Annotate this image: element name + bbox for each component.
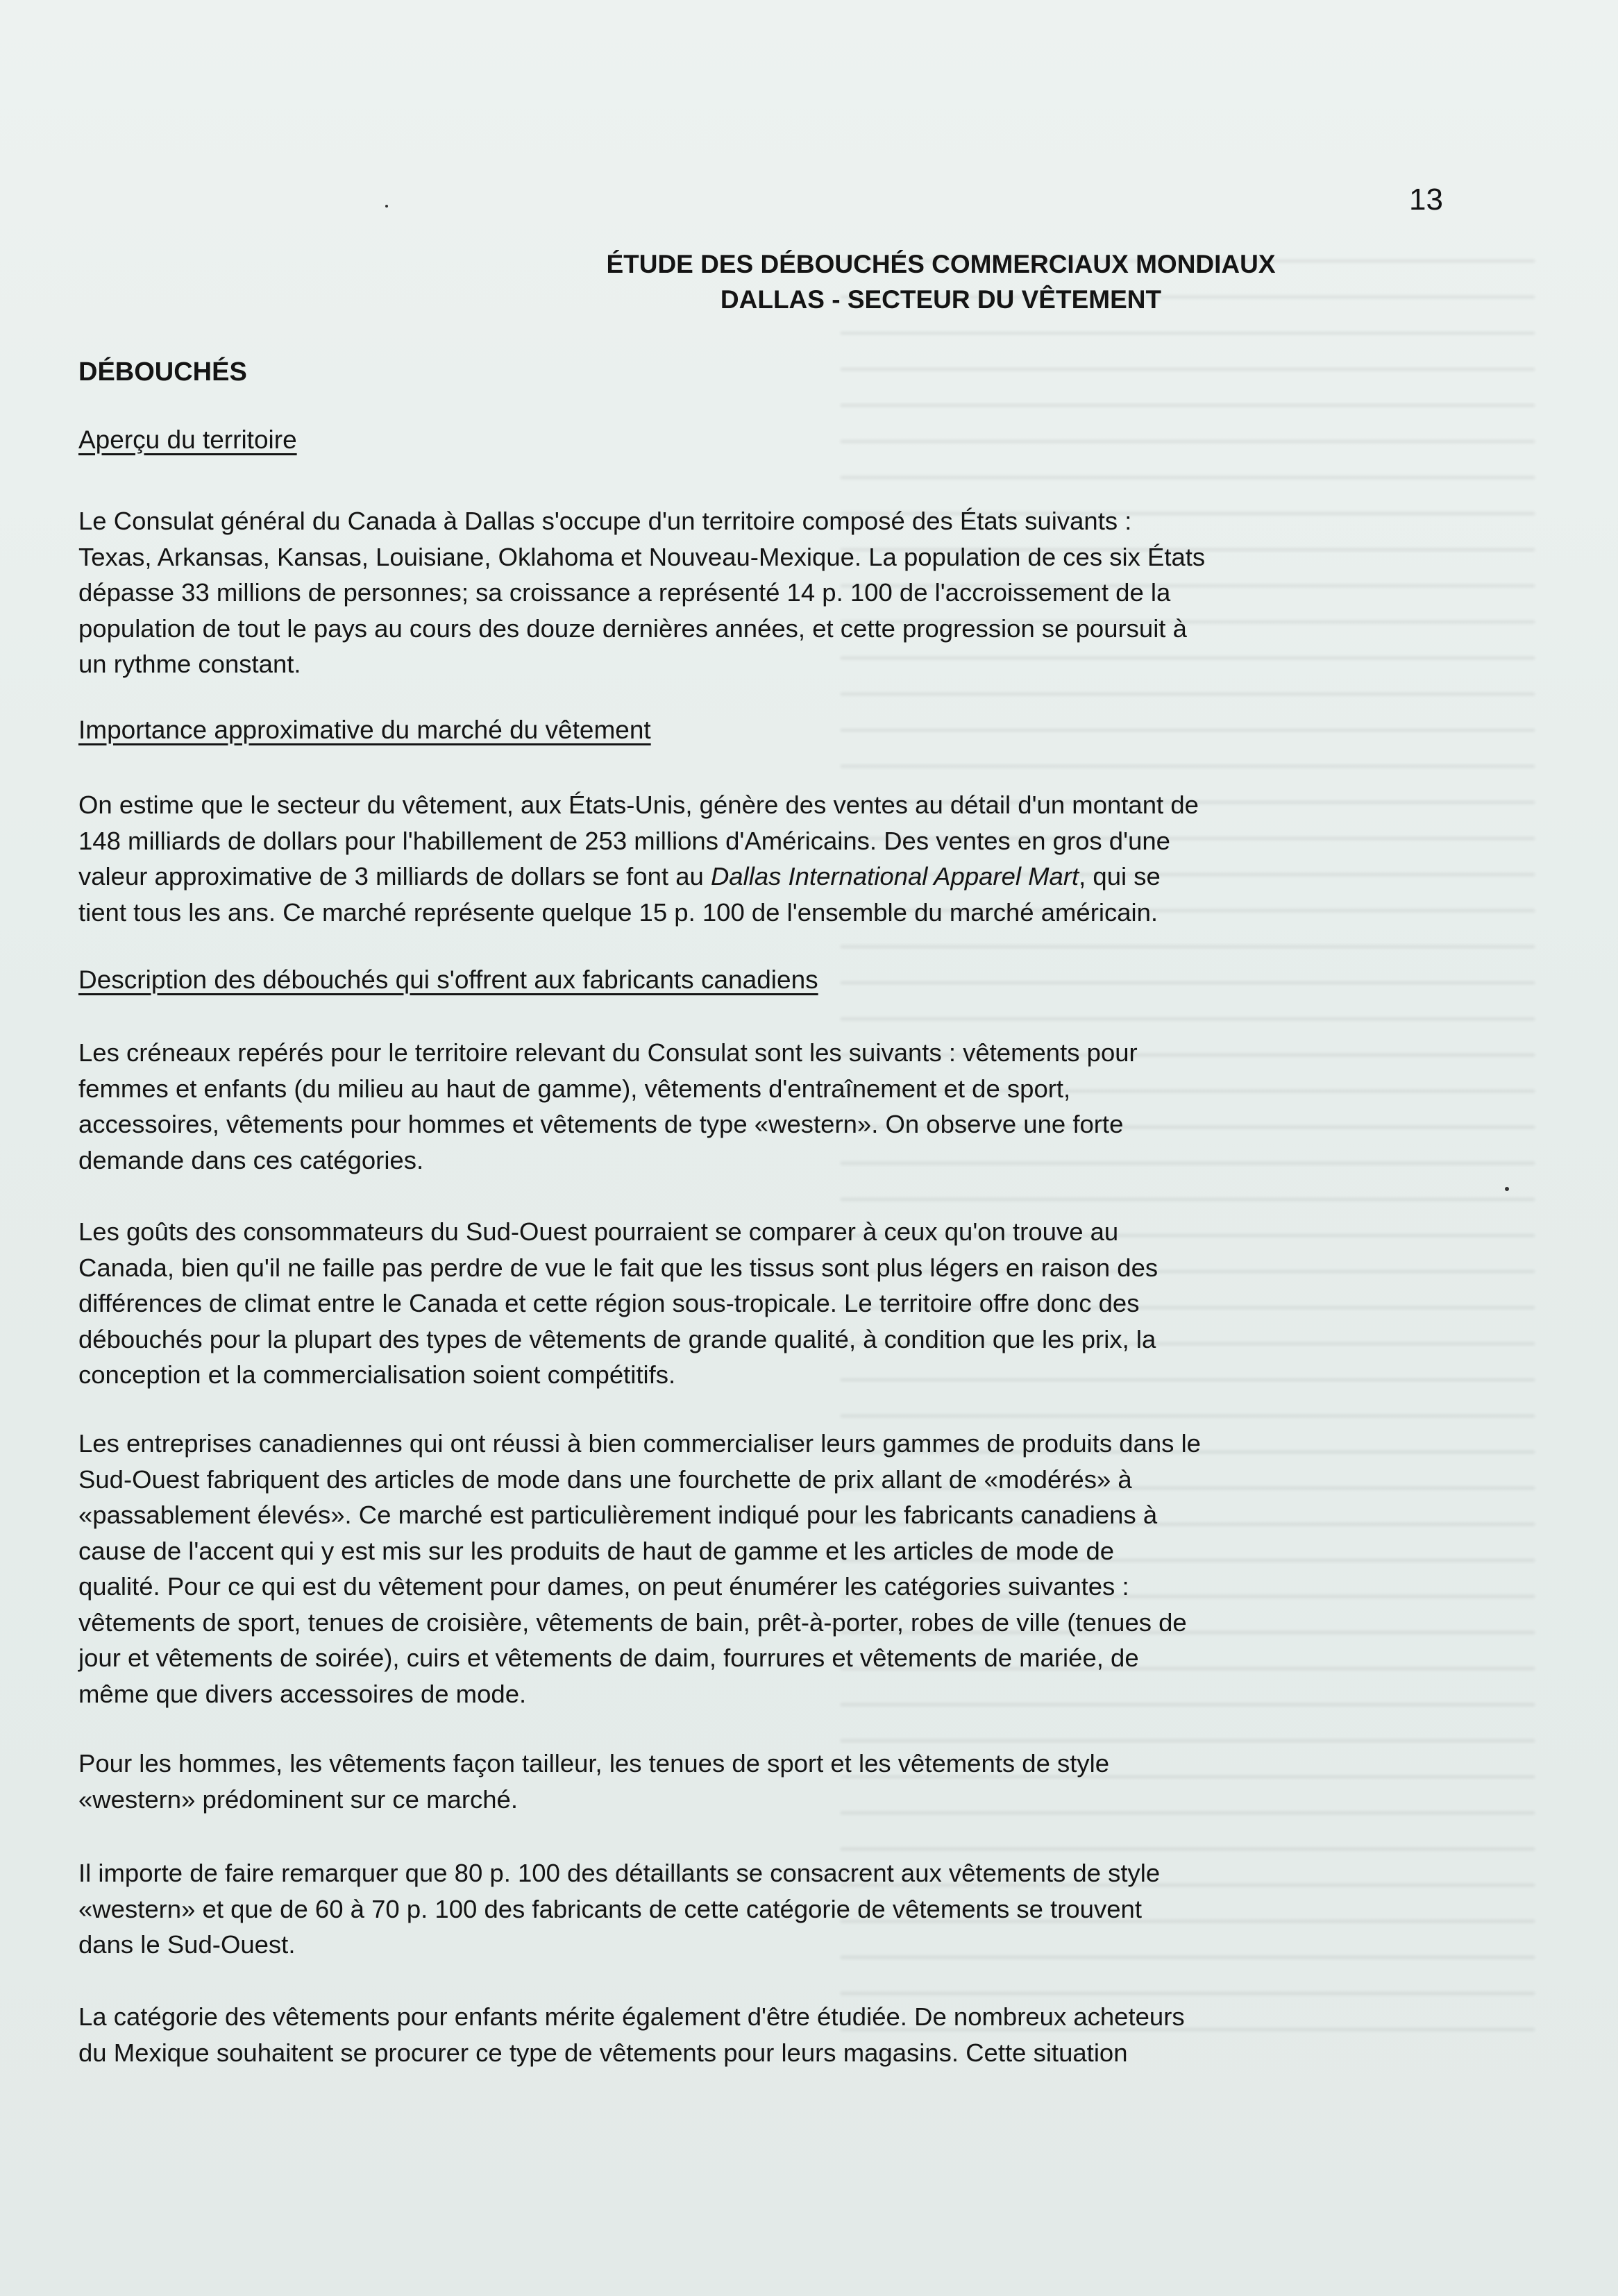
text-line: femmes et enfants (du milieu au haut de gamme), vêtements d'entraînement et de sport, [78, 1074, 1071, 1103]
paper-speck [1505, 1187, 1509, 1191]
text-line: dépasse 33 millions de personnes; sa croissance a représenté 14 p. 100 de l'accroissement de la [78, 578, 1171, 607]
text-line: Pour les hommes, les vêtements façon tailleur, les tenues de sport et les vêtements de style [78, 1749, 1110, 1778]
text-line: Les goûts des consommateurs du Sud-Ouest pourraient se comparer à ceux qu'on trouve au [78, 1217, 1119, 1246]
page-number: 13 [1409, 183, 1443, 217]
paragraph-opportunities-1 [78, 1035, 1453, 1178]
text-line: jour et vêtements de soirée), cuirs et vêtements de daim, fourrures et vêtements de mariée, de [78, 1644, 1139, 1672]
paragraph-territory [78, 503, 1453, 682]
paragraph-opportunities-4 [78, 1746, 1453, 1817]
text-line: Sud-Ouest fabriquent des articles de mode dans une fourchette de prix allant de «modérés» à [78, 1464, 1132, 1494]
text-line: accessoires, vêtements pour hommes et vêtements de type «western». On observe une forte [78, 1110, 1124, 1138]
text-line: La catégorie des vêtements pour enfants mérite également d'être étudiée. De nombreux acheteurs [78, 2002, 1185, 2031]
text-line: conception et la commercialisation soient compétitifs. [78, 1360, 676, 1389]
paper-speck [385, 205, 388, 208]
text-run: valeur approximative de 3 milliards de dollars se font au [78, 862, 711, 890]
text-line: Texas, Arkansas, Kansas, Louisiane, Oklahoma et Nouveau-Mexique. La population de ces six États [78, 542, 1206, 571]
text-line: Les entreprises canadiennes qui ont réussi à bien commercialiser leurs gammes de produits dans le [78, 1429, 1201, 1458]
text-line: différences de climat entre le Canada et cette région sous-tropicale. Le territoire offre donc des [78, 1289, 1140, 1317]
text-line: même que divers accessoires de mode. [78, 1679, 527, 1708]
subhead-opportunities: Description des débouchés qui s'offrent aux fabricants canadiens [78, 965, 818, 994]
paragraph-opportunities-2 [78, 1214, 1453, 1393]
heading-line-1: ÉTUDE DES DÉBOUCHÉS COMMERCIAUX MONDIAUX [606, 250, 1276, 278]
section-title: DÉBOUCHÉS [78, 357, 247, 387]
text-line [78, 859, 1453, 895]
text-run: , qui se [1079, 862, 1161, 890]
text-line: demande dans ces catégories. [78, 1145, 424, 1174]
text-line: vêtements de sport, tenues de croisière, vêtements de bain, prêt-à-porter, robes de ville (tenues de [78, 1607, 1187, 1637]
text-line: qualité. Pour ce qui est du vêtement pour dames, on peut énumérer les catégories suivantes : [78, 1572, 1129, 1601]
text-line: Canada, bien qu'il ne faille pas perdre de vue le fait que les tissus sont plus légers en raison des [78, 1253, 1158, 1282]
subhead-territory: Aperçu du territoire [78, 425, 297, 454]
text-line: un rythme constant. [78, 650, 301, 678]
text-line: cause de l'accent qui y est mis sur les produits de haut de gamme et les articles de mode de [78, 1536, 1115, 1565]
document-heading [0, 246, 1618, 317]
text-line: «western» prédominent sur ce marché. [78, 1784, 518, 1814]
paragraph-opportunities-3 [78, 1426, 1453, 1712]
text-line: Le Consulat général du Canada à Dallas s'occupe d'un territoire composé des États suivants : [78, 507, 1132, 535]
text-line: population de tout le pays au cours des douze dernières années, et cette progression se poursuit à [78, 614, 1187, 643]
text-line: On estime que le secteur du vêtement, aux États-Unis, génère des ventes au détail d'un montant de [78, 791, 1199, 819]
paragraph-opportunities-5 [78, 1855, 1453, 1963]
text-line: «passablement élevés». Ce marché est particulièrement indiqué pour les fabricants canadiens à [78, 1501, 1158, 1529]
text-line: tient tous les ans. Ce marché représente quelque 15 p. 100 de l'ensemble du marché américain. [78, 897, 1158, 927]
italic-venue-name: Dallas International Apparel Mart [710, 862, 1079, 890]
paragraph-opportunities-6 [78, 1999, 1453, 2070]
text-line: «western» et que de 60 à 70 p. 100 des fabricants de cette catégorie de vêtements se trouvent [78, 1894, 1142, 1923]
text-line: dans le Sud-Ouest. [78, 1930, 296, 1959]
text-line: 148 milliards de dollars pour l'habillement de 253 millions d'Américains. Des ventes en gros d'une [78, 826, 1170, 855]
text-line: du Mexique souhaitent se procurer ce type de vêtements pour leurs magasins. Cette situation [78, 2038, 1128, 2067]
paragraph-market-size [78, 787, 1453, 930]
text-line: Les créneaux repérés pour le territoire relevant du Consulat sont les suivants : vêtements pour [78, 1038, 1138, 1067]
subhead-market-size: Importance approximative du marché du vêtement [78, 716, 651, 744]
heading-line-2: DALLAS - SECTEUR DU VÊTEMENT [720, 285, 1162, 314]
text-line: Il importe de faire remarquer que 80 p. 100 des détaillants se consacrent aux vêtements de style [78, 1859, 1161, 1887]
text-line: débouchés pour la plupart des types de vêtements de grande qualité, à condition que les prix, la [78, 1324, 1156, 1353]
